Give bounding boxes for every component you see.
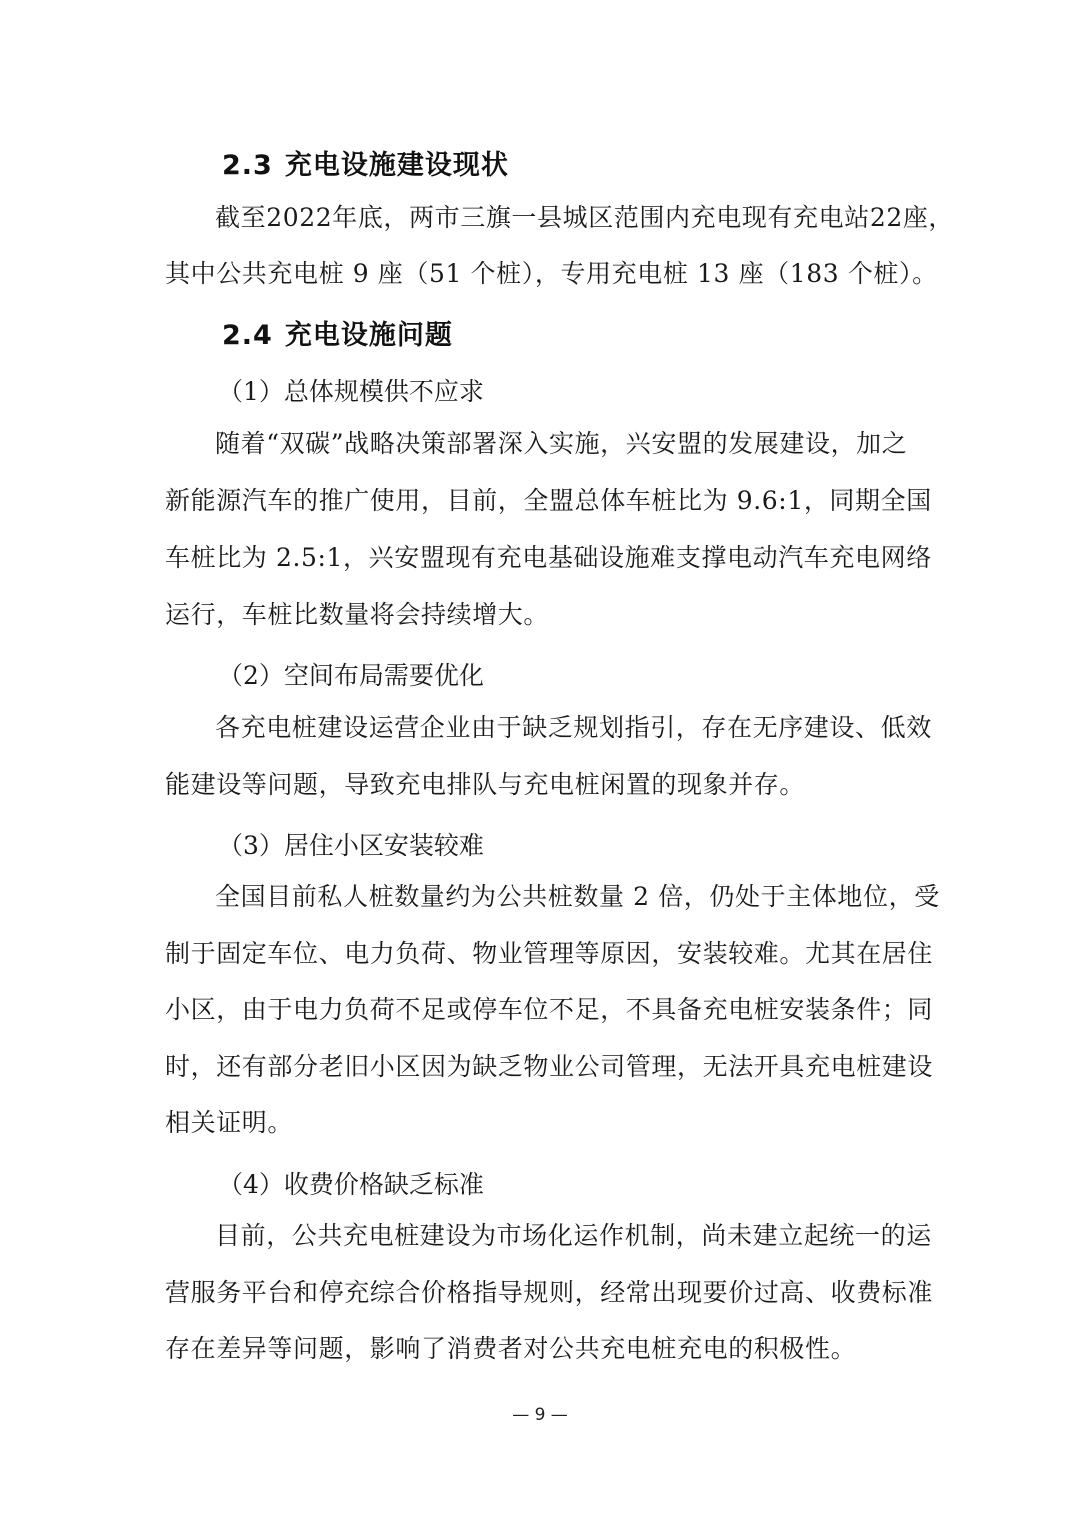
- paragraph-line: 小区，由于电力负荷不足或停车位不足，不具备充电桩安装条件；同: [165, 995, 934, 1024]
- section-title: 充电设施建设现状: [284, 150, 509, 181]
- section-title: 充电设施问题: [284, 320, 453, 351]
- paragraph-line: 存在差异等问题，影响了消费者对公共充电桩充电的积极性。: [165, 1334, 857, 1363]
- section-heading-2-4: [222, 313, 453, 352]
- paragraph-line: 车桩比为 2.5:1，兴安盟现有充电基础设施难支撑电动汽车充电网络: [165, 543, 932, 572]
- paragraph-line: 全国目前私人桩数量约为公共桩数量 2 倍，仍处于主体地位，受: [215, 882, 940, 911]
- paragraph-line: 时，还有部分老旧小区因为缺乏物业公司管理，无法开具充电桩建设: [165, 1052, 934, 1081]
- paragraph-line: 随着“双碳”战略决策部署深入实施，兴安盟的发展建设，加之: [215, 429, 908, 458]
- subheading-4: （4）收费价格缺乏标准: [218, 1170, 484, 1199]
- subheading-3: （3）居住小区安装较难: [218, 831, 484, 860]
- paragraph-line: 能建设等问题，导致充电排队与充电桩闲置的现象并存。: [165, 770, 806, 799]
- subheading-1: （1）总体规模供不应求: [218, 377, 484, 406]
- paragraph-line: 运行，车桩比数量将会持续增大。: [165, 600, 550, 629]
- section-number: 2.4: [222, 320, 273, 351]
- paragraph-line: 目前，公共充电桩建设为市场化运作机制，尚未建立起统一的运: [215, 1221, 932, 1250]
- subheading-2: （2）空间布局需要优化: [218, 661, 484, 690]
- page-number: — 9 —: [512, 1405, 568, 1425]
- paragraph-line: 各充电桩建设运营企业由于缺乏规划指引，存在无序建设、低效: [215, 713, 932, 742]
- paragraph-line: 相关证明。: [165, 1108, 294, 1137]
- paragraph-line: 营服务平台和停充综合价格指导规则，经常出现要价过高、收费标准: [165, 1278, 934, 1307]
- section-heading-2-3: [222, 143, 509, 182]
- paragraph-line: 新能源汽车的推广使用，目前，全盟总体车桩比为 9.6:1，同期全国: [165, 486, 932, 515]
- paragraph-line: 截至2022年底，两市三旗一县城区范围内充电现有充电站22座，: [215, 203, 955, 232]
- paragraph-line: 其中公共充电桩 9 座（51 个桩），专用充电桩 13 座（183 个桩）。: [165, 259, 938, 288]
- paragraph-line: 制于固定车位、电力负荷、物业管理等原因，安装较难。尤其在居住: [165, 939, 934, 968]
- section-number: 2.3: [222, 150, 273, 181]
